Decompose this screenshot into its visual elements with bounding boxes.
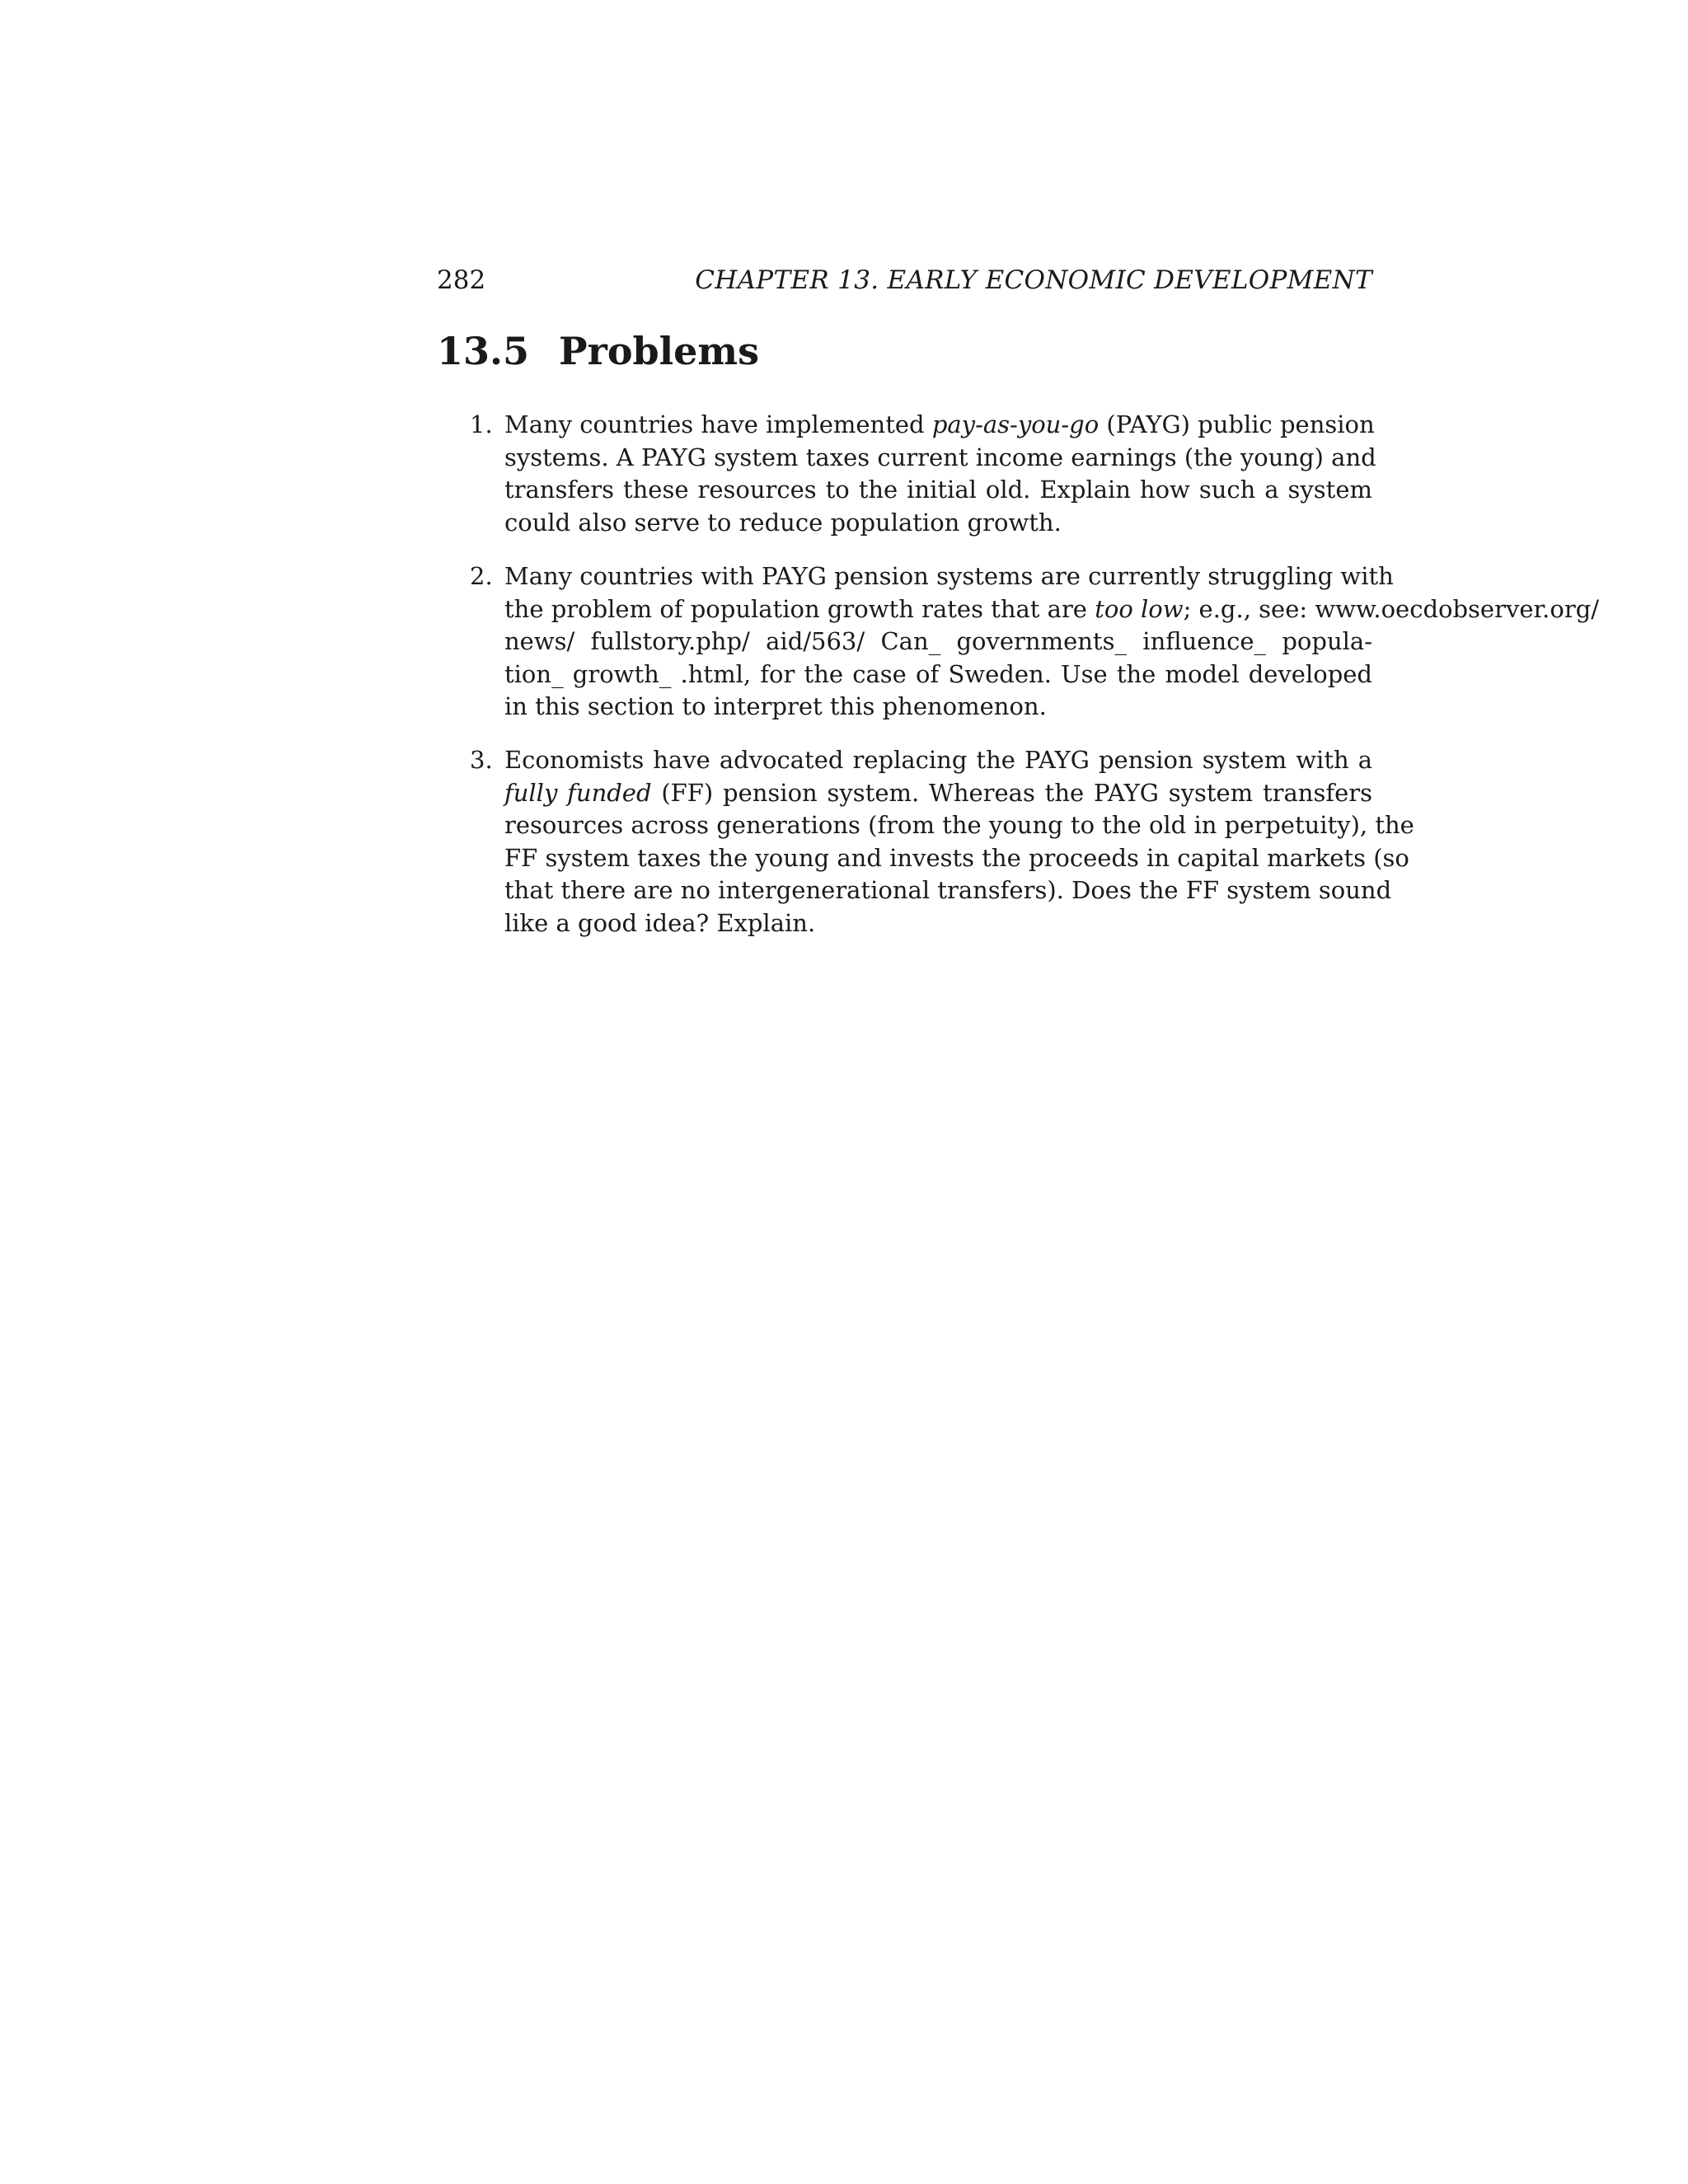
text-line: news/ fullstory.php/ aid/563/ Can_ governments_ influence_ popula-: [504, 627, 1372, 655]
problem-number: 1.: [470, 410, 493, 438]
problem-text: [504, 560, 1600, 724]
text-line: FF system taxes the young and invests the proceeds in capital markets (so: [504, 843, 1409, 872]
text-line: transfers these resources to the initial old. Explain how such a system: [504, 476, 1372, 504]
text-line: could also serve to reduce population growth.: [504, 508, 1062, 537]
problem-number: 3.: [470, 746, 493, 774]
text-line: that there are no intergenerational transfers). Does the FF system sound: [504, 876, 1392, 904]
section-heading: [437, 328, 759, 374]
emphasis: too low: [1095, 594, 1184, 623]
text-line: in this section to interpret this phenomenon.: [504, 692, 1047, 720]
text-line: Many countries with PAYG pension systems are currently struggling with: [504, 562, 1394, 590]
text-line: resources across generations (from the young to the old in perpetuity), the: [504, 811, 1414, 839]
chapter-title: CHAPTER 13. EARLY ECONOMIC DEVELOPMENT: [695, 265, 1372, 295]
text-line: tion_ growth_ .html, for the case of Sweden. Use the model developed: [504, 659, 1372, 688]
section-number: 13.5: [437, 329, 530, 373]
text-line: systems. A PAYG system taxes current income earnings (the young) and: [504, 443, 1376, 471]
emphasis: pay-as-you-go: [931, 410, 1100, 438]
problem-text: [504, 409, 1376, 539]
text-line: Many countries have implemented pay-as-you-go (PAYG) public pension: [504, 410, 1375, 438]
text-line: Economists have advocated replacing the PAYG pension system with a: [504, 746, 1372, 774]
running-header: [437, 262, 1372, 298]
page-number: 282: [437, 265, 486, 295]
text-line: like a good idea? Explain.: [504, 908, 816, 937]
text-line: fully funded (FF) pension system. Whereas the PAYG system transfers: [504, 778, 1372, 807]
section-title: Problems: [559, 329, 759, 373]
text-line: the problem of population growth rates that are too low; e.g., see: www.oecdobserver.org/: [504, 594, 1600, 623]
problem-text: [504, 744, 1414, 940]
emphasis: fully funded: [504, 778, 652, 807]
problem-number: 2.: [470, 562, 493, 590]
